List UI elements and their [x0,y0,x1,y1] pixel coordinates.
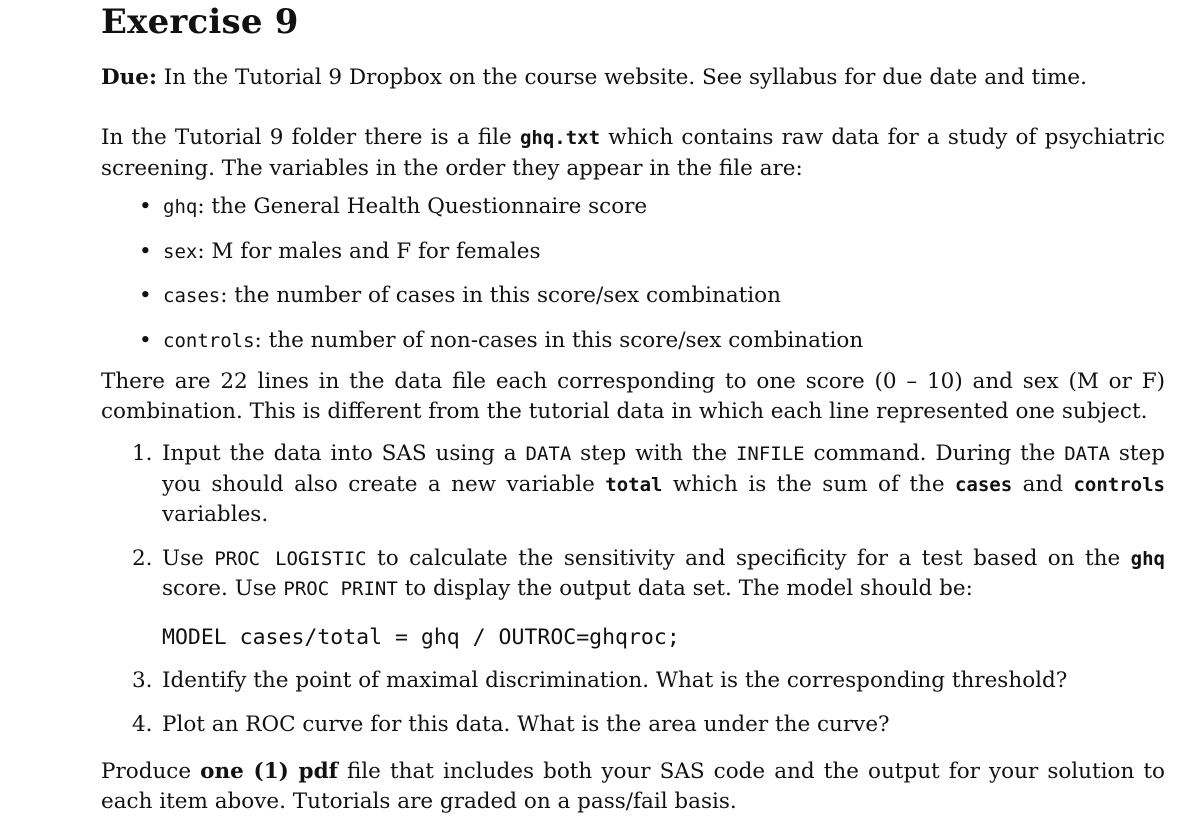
variable-name: ghq [163,196,198,218]
task-text: which is the sum of the [662,471,955,497]
page-title: Exercise 9 [101,2,299,42]
task-item-1 [101,439,1165,530]
task-text: Input the data into SAS using a [162,441,526,466]
variable-name: controls [163,330,255,353]
task-number: 1. [132,441,153,466]
model-code-line: MODEL cases/total = ghq / OUTROC=ghqroc; [162,624,680,650]
task-text: score. Use [162,576,284,601]
task-item-3 [101,666,1165,696]
variable-list [101,192,1165,371]
intro-before: In the Tutorial 9 folder there is a file [101,125,520,150]
task-text: step you should also create a new variable [162,441,1165,497]
variable-name: cases [163,285,221,308]
code-keyword: PROC PRINT [283,578,398,600]
list-item [101,281,1165,326]
due-label: Due: [101,65,157,90]
variable-name: controls [1073,473,1165,496]
task-number: 4. [132,711,153,737]
task-list [101,439,1165,739]
variable-name: cases [954,473,1013,496]
closing-text: Produce [101,759,201,784]
data-description-paragraph: There are 22 lines in the data file each corresponding to one score (0 – 10) and sex (M or F) combination. This is different from the tutorial data in which each line represented one subject. [101,369,1165,424]
task-item-2 [101,544,1165,653]
task-text: variables. [162,502,269,527]
intro-paragraph [101,123,1165,183]
task-text: to display the output data set. The model should be: [397,576,973,601]
variable-name: sex [163,240,198,263]
variable-desc: : the General Health Questionnaire score [197,194,648,219]
file-name: ghq.txt [519,127,601,149]
due-text: In the Tutorial 9 Dropbox on the course website. See syllabus for due date and time. [156,65,1087,90]
due-paragraph [101,63,1165,93]
task-text: Identify the point of maximal discrimination. What is the corresponding threshold? [162,668,1068,693]
task-text: step with the [571,441,736,466]
list-item [101,326,1165,371]
task-number: 2. [132,545,153,571]
code-keyword: DATA [1064,443,1110,465]
list-item [101,192,1165,237]
task-text: Use [162,545,215,571]
bullet-icon: • [139,328,152,354]
closing-text: file that includes both your SAS code and the output for your solution to each item above. Tutorials are graded on a pass/fail basis. [101,759,1165,814]
variable-desc: : M for males and F for females [197,238,541,264]
code-keyword: DATA [525,443,572,465]
list-item [101,237,1165,282]
bullet-icon: • [139,238,152,264]
closing-paragraph [101,757,1165,816]
bullet-icon: • [139,194,152,219]
task-text: command. During the [804,441,1065,466]
code-keyword: PROC LOGISTIC [214,547,367,570]
intro-after: which contains raw data for a study of psychiatric screening. The variables in the order they appear in the file are: [101,125,1165,181]
task-text: to calculate the sensitivity and specificity for a test based on the [366,545,1131,571]
closing-emphasis: one (1) pdf [200,759,338,784]
bullet-icon: • [139,283,152,309]
task-number: 3. [132,668,153,693]
task-text: Plot an ROC curve for this data. What is the area under the curve? [162,711,890,737]
variable-name: total [605,473,663,496]
variable-desc: : the number of cases in this score/sex combination [220,283,781,309]
variable-name: ghq [1130,547,1165,570]
task-item-4 [101,710,1165,740]
code-keyword: INFILE [735,443,805,465]
variable-desc: : the number of non-cases in this score/sex combination [254,328,864,354]
task-text: and [1012,471,1074,497]
